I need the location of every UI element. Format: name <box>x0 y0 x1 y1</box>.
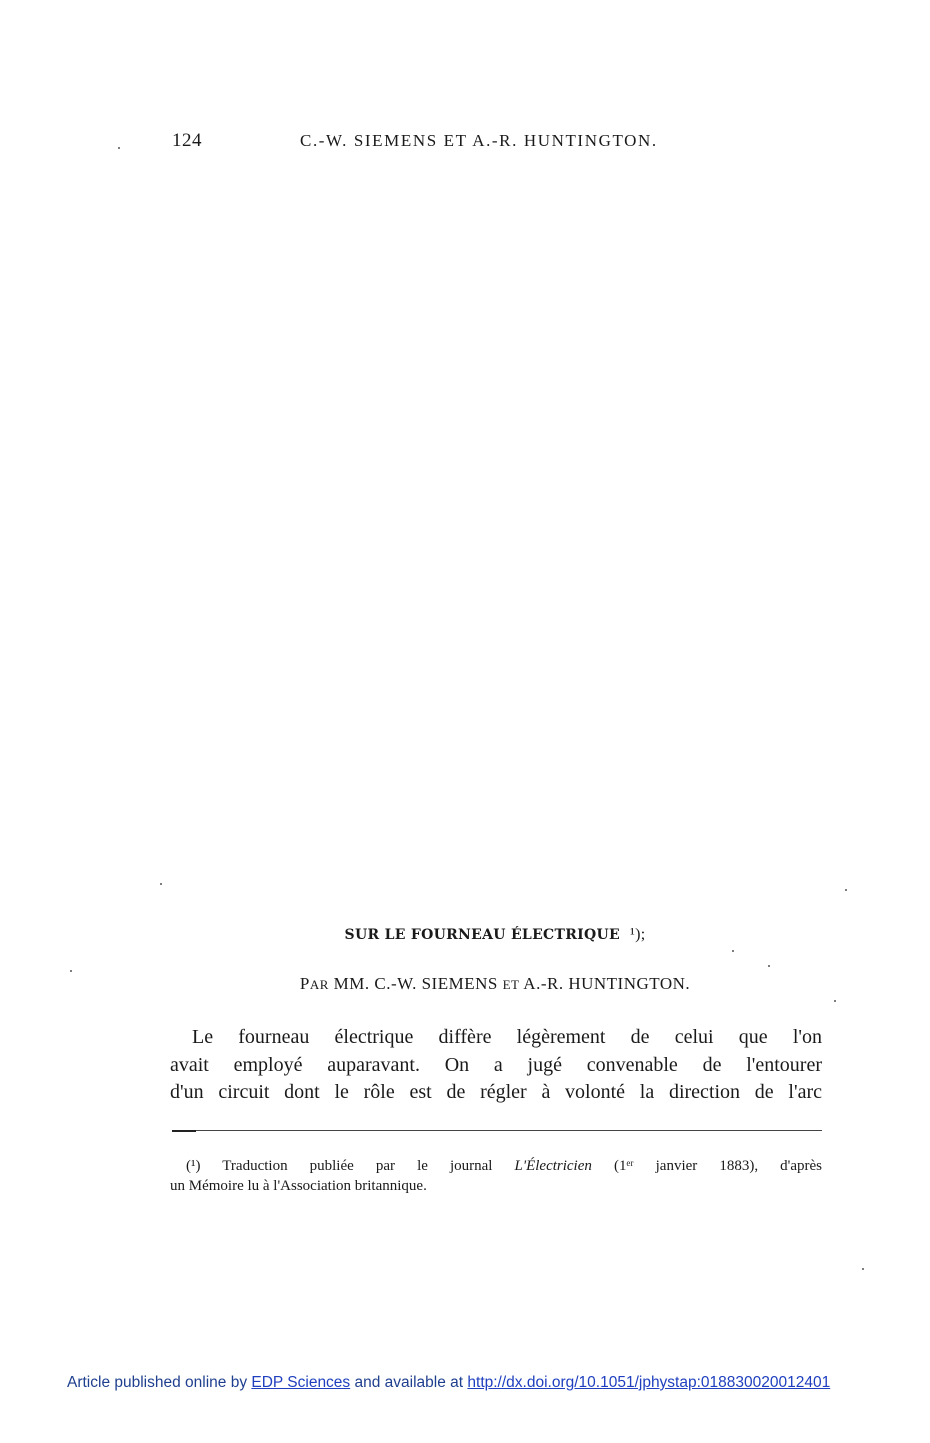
page-number: 124 <box>172 130 202 151</box>
footnote-line-1 <box>170 1156 822 1176</box>
footnote-separator <box>196 1130 822 1131</box>
scan-speck <box>862 1268 864 1270</box>
scan-speck <box>845 889 847 891</box>
footnote-separator-short <box>172 1130 196 1132</box>
byline-et-smallcaps: ET <box>502 977 520 992</box>
footnote-marker: (¹) <box>186 1158 201 1174</box>
byline-authors-1: MM. C.-W. SIEMENS <box>328 974 503 993</box>
body-paragraph <box>170 1024 822 1107</box>
footer-prefix: Article published online by <box>67 1374 252 1391</box>
body-line: d'un circuit dont le rôle est de régler à volonté la direction de l'arc <box>170 1081 822 1103</box>
byline-authors-2: A.-R. HUNTINGTON. <box>519 974 691 993</box>
footer-middle: and available at <box>350 1374 468 1391</box>
byline <box>0 974 930 994</box>
footnote-text: Traduction publiée par le journal <box>200 1158 515 1174</box>
scan-speck <box>118 147 120 149</box>
scan-speck <box>160 883 162 885</box>
body-line: avait employé auparavant. On a jugé convenable de l'entourer <box>170 1053 822 1076</box>
byline-par: P <box>299 974 310 993</box>
running-head: C.-W. SIEMENS ET A.-R. HUNTINGTON. <box>300 131 658 150</box>
footnote-text-after: (1ᵉʳ janvier 1883), d'après <box>591 1158 822 1174</box>
footnote <box>170 1156 822 1196</box>
scan-speck <box>70 970 72 972</box>
scan-speck <box>768 965 770 967</box>
byline-par-smallcaps: AR <box>309 977 329 992</box>
title-footnote-ref: ¹); <box>629 926 646 943</box>
article-title <box>0 926 930 944</box>
scan-speck <box>834 1000 836 1002</box>
article-title-text: SUR LE FOURNEAU ÉLECTRIQUE <box>344 927 620 943</box>
doi-link[interactable]: http://dx.doi.org/10.1051/jphystap:018830020012401 <box>467 1374 831 1391</box>
footnote-line-2: un Mémoire lu à l'Association britannique. <box>170 1178 427 1194</box>
footnote-journal: L'Électricien <box>514 1158 592 1174</box>
publisher-link[interactable]: EDP Sciences <box>251 1374 351 1391</box>
scan-speck <box>732 950 734 952</box>
publication-footer <box>67 1374 830 1392</box>
body-line: Le fourneau électrique diffère légèrement de celui que l'on <box>192 1026 822 1048</box>
